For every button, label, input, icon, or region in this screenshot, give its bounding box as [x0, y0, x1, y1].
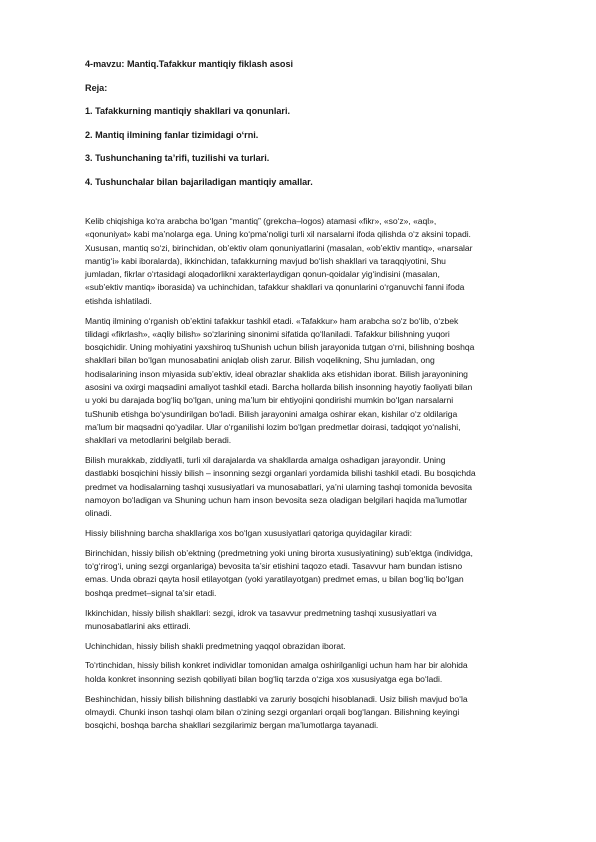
section-gap: [85, 199, 508, 215]
paragraph-line: namoyon bo‘ladigan va Shuning uchun ham inson bevosita seza oladigan belgilari haqida ma’lumotlar: [85, 494, 468, 505]
paragraph-line: u yoki bu darajada bog‘liq bo‘lgan, uning ma’lum bir ehtiyojini qondirishi mumkin bo‘lgan narsalarni: [85, 395, 454, 406]
body-paragraph: [85, 693, 508, 733]
paragraph-line: tuShunib etishga bo‘ysundirilgan bo‘ladi. Bilish jarayonini amalga oshirar ekan, kishilar o‘z oldilariga: [85, 408, 458, 419]
body-paragraph: [85, 315, 508, 448]
paragraph-line: boshqa predmet–signal ta’sir etadi.: [85, 587, 217, 598]
plan-item: 1. Tafakkurning mantiqiy shakllari va qonunlari.: [85, 106, 290, 116]
paragraph-line: shakllari va metodlarini belgilab beradi.: [85, 435, 232, 446]
body-paragraph: [85, 607, 508, 634]
paragraph-line: To‘rtinchidan, hissiy bilish konkret individlar tomonidan amalga oshirilganligi uchun ham har bir alohida: [85, 660, 468, 671]
body-paragraph: [85, 640, 508, 653]
paragraph-line: Uchinchidan, hissiy bilish shakli predmetning yaqqol obrazidan iborat.: [85, 640, 346, 651]
paragraph-line: to‘g‘rirog‘i, uning sezgi organlariga) bevosita ta’sir etishini taqozo etadi. Tasavvur ham bundan istisno: [85, 561, 463, 572]
paragraph-line: shakllari bilan bo‘lgan munosabatini aniqlab olish zarur. Bilish voqelikning, Shu jumladan, ong: [85, 355, 435, 366]
paragraph-line: munosabatlarini aks ettiradi.: [85, 620, 191, 631]
body-paragraph: [85, 659, 508, 686]
paragraph-line: hodisalarining inson miyasida sub’ektiv, ideal obrazlar shaklida aks etishidan iborat. Bilish jarayonining: [85, 368, 468, 379]
paragraph-line: ma’lum bir maqsadni qo‘yadilar. Ular o‘rganilishi lozim bo‘lgan predmetlar doirasi, tadqiqot yo‘nalishi,: [85, 421, 461, 432]
paragraph-line: olmaydi. Chunki inson tashqi olam bilan o‘zining sezgi organlari orqali bog‘langan. Bilishning keyingi: [85, 706, 460, 717]
paragraph-line: Ikkinchidan, hissiy bilish shakllari: sezgi, idrok va tasavvur predmetning tashqi xususiyatlari va: [85, 607, 437, 618]
body-paragraph: [85, 215, 508, 308]
paragraph-line: olinadi.: [85, 508, 112, 519]
paragraph-line: tilidagi «fikrlash», «aqliy bilish» so‘zlarining sinonimi sifatida qo‘llaniladi. Tafakkur bilishning yuqori: [85, 328, 450, 339]
paragraph-line: etishda ishlatiladi.: [85, 295, 152, 306]
plan-item: 4. Tushunchalar bilan bajariladigan mantiqiy amallar.: [85, 176, 313, 187]
body-text: [85, 215, 508, 732]
body-paragraph: [85, 527, 508, 540]
paragraph-line: Kelib chiqishiga ko‘ra arabcha bo‘lgan “mantiq” (grekcha–logos) atamasi «fikr», «so‘z», «aql»,: [85, 216, 437, 226]
paragraph-line: Birinchidan, hissiy bilish ob’ektning (predmetning yoki uning birorta xususiyatining) sub’ektga (individga,: [85, 547, 473, 558]
paragraph-line: holda konkret insonning sezish qobiliyati bilan bog‘liq tarzda o‘ziga xos xususiyatga ega bo‘ladi.: [85, 673, 443, 684]
paragraph-line: bosqichi, boshqa barcha shakllari sezgilarimiz bergan ma’lumotlarga tayanadi.: [85, 720, 379, 731]
paragraph-line: «qonuniyat» kabi ma’nolarga ega. Uning ko‘pma’noligi turli xil narsalarni ifoda qilishda o‘z aksini topadi.: [85, 229, 471, 240]
plan-label: Reja:: [85, 82, 108, 93]
paragraph-line: Beshinchidan, hissiy bilish bilishning dastlabki va zaruriy bosqichi hisoblanadi. Usiz bilish mavjud bo‘la: [85, 693, 468, 704]
paragraph-line: emas. Unda obrazi qayta hosil etilayotgan (yoki yaratilayotgan) predmet emas, u bilan bog‘liq bo‘lgan: [85, 574, 464, 585]
document-title: 4-mavzu: Mantiq.Tafakkur mantiqiy fiklash asosi: [85, 59, 294, 69]
paragraph-line: Bilish murakkab, ziddiyatli, turli xil darajalarda va shakllarda amalga oshadigan jarayondir. Uning: [85, 455, 446, 466]
paragraph-line: mantig‘i» kabi iboralarda), ikkinchidan, tafakkurning mavjud bo‘lish shakllari va taraqqiyotini, Shu: [85, 255, 446, 266]
paragraph-line: Xususan, mantiq so‘zi, birinchidan, ob’ektiv olam qonuniyatlarini (masalan, «ob’ektiv mantiq», «narsalar: [85, 242, 473, 253]
paragraph-line: asosini va oxirgi maqsadini amaliyot tashkil etadi. Barcha hollarda bilish insonning hayotiy faoliyati bilan: [85, 382, 473, 393]
paragraph-line: jumladan, fikrlar o‘rtasidagi aloqadorlikni xarakterlaydigan qonun-qoidalar yig‘indisini (masalan,: [85, 269, 440, 280]
paragraph-line: «sub’ektiv mantiq» iborasida) va uchinchidan, tafakkur shakllari va qonunlarini o‘rganuvchi fanni ifoda: [85, 282, 465, 293]
paragraph-line: Hissiy bilishning barcha shakllariga xos bo‘lgan xususiyatlari qatoriga quyidagilar kiradi:: [85, 528, 412, 539]
plan-item: 2. Mantiq ilmining fanlar tizimidagi o‘rni.: [85, 129, 259, 140]
body-paragraph: [85, 547, 508, 600]
body-paragraph: [85, 454, 508, 520]
paragraph-line: bosqichidir. Uning mohiyatini yaxshiroq tuShunish uchun bilish jarayonida tutgan o‘rni, bilishning boshqa: [85, 342, 475, 353]
plan-item: 3. Tushunchaning ta’rifi, tuzilishi va turlari.: [85, 153, 270, 163]
paragraph-line: Mantiq ilmining o‘rganish ob’ektini tafakkur tashkil etadi. «Tafakkur» ham arabcha so‘z bo‘lib, o‘zbek: [85, 315, 459, 326]
paragraph-line: dastlabki bosqichini hissiy bilish – insonning sezgi organlari yordamida bilishi tashkil etadi. Bu bosqichda: [85, 468, 476, 479]
paragraph-line: predmet va hodisalarning tashqi xususiyatlari va munosabatlari, ya’ni ularning tashqi tomonida bevosita: [85, 481, 473, 492]
